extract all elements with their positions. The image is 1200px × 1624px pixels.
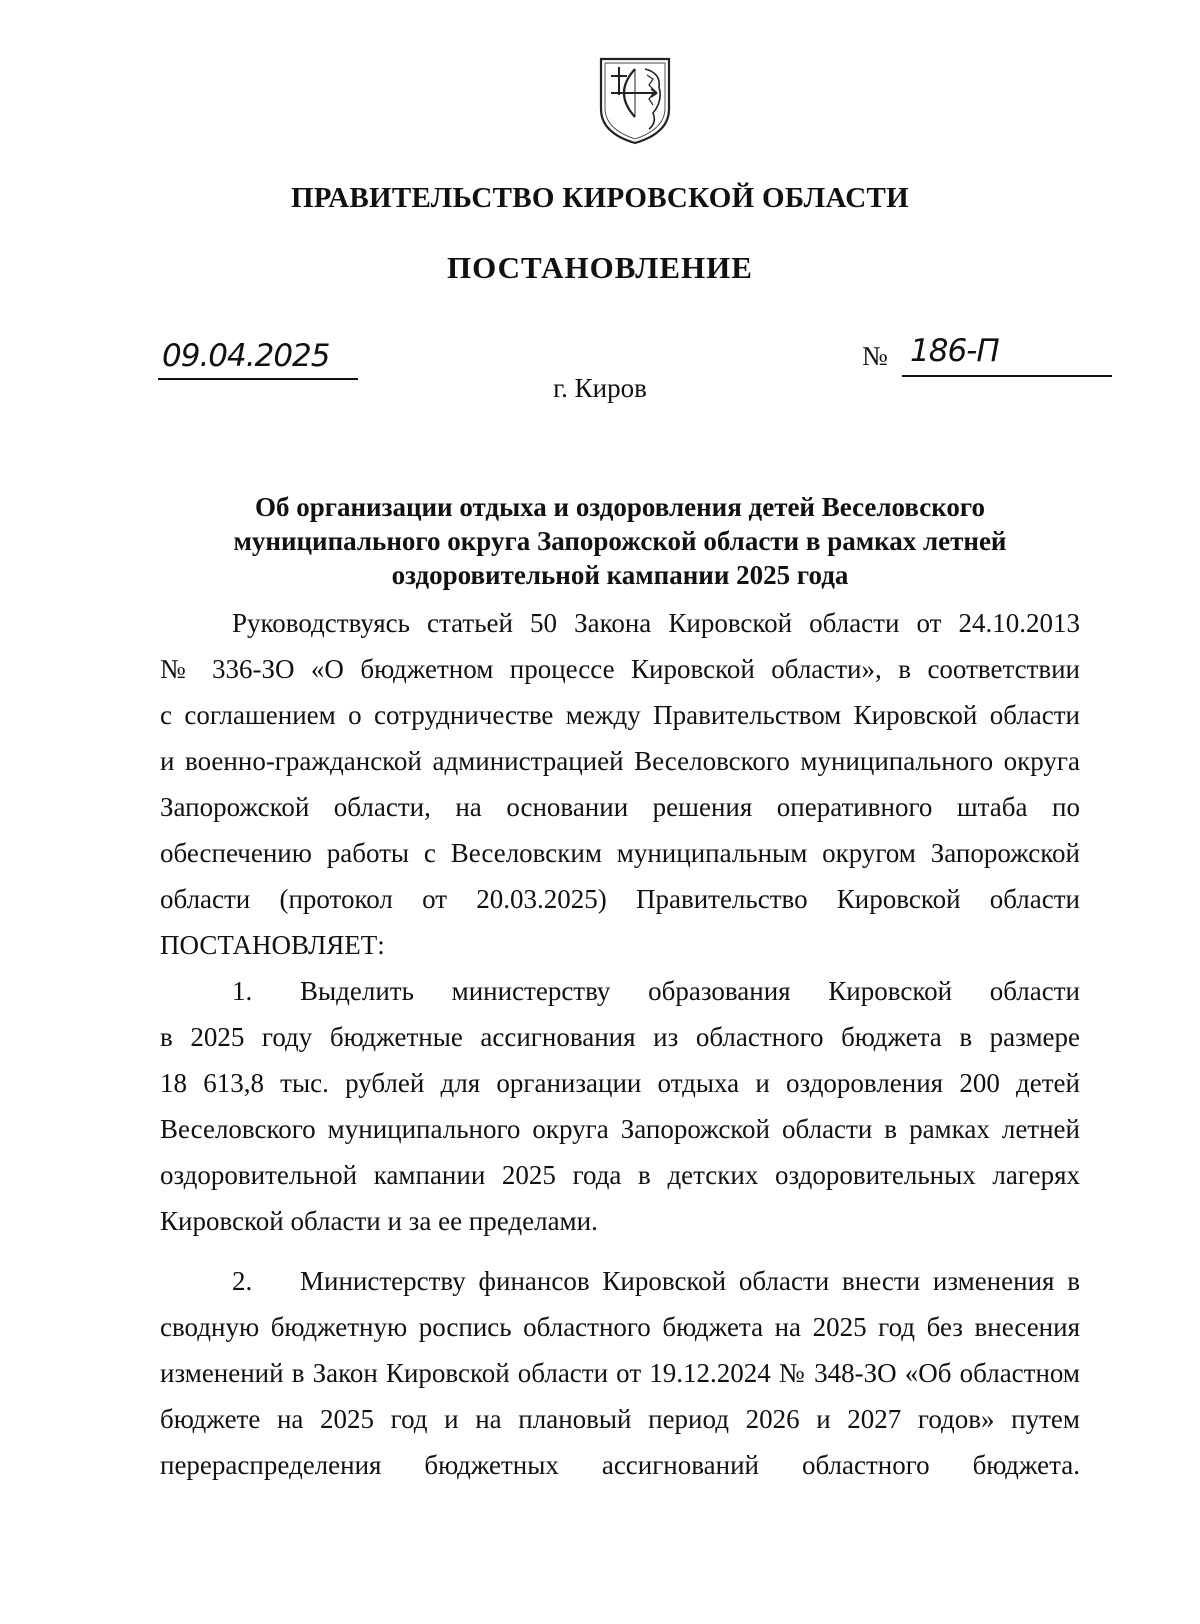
list-item-line: 18 613,8 тыс. рублей для организации отдыха и оздоровления 200 детей — [160, 1068, 1080, 1098]
preamble-line: Запорожской области, на основании решения оперативного штаба по — [160, 792, 1080, 822]
list-item — [160, 1258, 1080, 1488]
list-item-line: Веселовского муниципального округа Запорожской области в рамках летней — [160, 1114, 1080, 1144]
list-item-first-line — [160, 1258, 1080, 1304]
list-item-line: сводную бюджетную роспись областного бюджета на 2025 год без внесения — [160, 1312, 1080, 1342]
document-title — [160, 490, 1080, 592]
preamble-line: области (протокол от 20.03.2025) Правительство Кировской области — [160, 884, 1080, 914]
number-sign: № — [862, 341, 888, 371]
preamble-line: обеспечению работы с Веселовским муниципальным округом Запорожской — [160, 838, 1080, 868]
list-item-text: Министерству финансов Кировской области внести изменения в — [300, 1266, 1080, 1296]
organization-name: ПРАВИТЕЛЬСТВО КИРОВСКОЙ ОБЛАСТИ — [290, 182, 910, 214]
title-line: муниципального округа Запорожской области в рамках летней — [233, 526, 1007, 556]
preamble — [160, 600, 1080, 968]
document-number: 186-П — [910, 333, 999, 369]
list-item-line: оздоровительной кампании 2025 года в детских оздоровительных лагерях — [160, 1160, 1080, 1190]
document-number-line — [902, 333, 1112, 377]
preamble-line: и военно-гражданской администрацией Веселовского муниципального округа — [160, 746, 1080, 776]
list-item-number: 2. — [232, 1266, 253, 1296]
document-date: 09.04.2025 — [162, 338, 330, 374]
preamble-line: № 336-ЗО «О бюджетном процессе Кировской области», в соответствии — [160, 654, 1080, 684]
list-item-first-line — [160, 968, 1080, 1014]
list-item-line: в 2025 году бюджетные ассигнования из областного бюджета в размере — [160, 1022, 1080, 1052]
preamble-line: Руководствуясь статьей 50 Закона Кировской области от 24.10.2013 — [232, 608, 1080, 638]
document-number-field — [862, 333, 1112, 377]
spacer — [160, 1244, 1080, 1258]
list-item-line: бюджете на 2025 год и на плановый период 2026 и 2027 годов» путем — [160, 1404, 1080, 1434]
document-body — [160, 600, 1080, 1488]
list-item-line: Кировской области и за ее пределами. — [160, 1206, 598, 1236]
list-item-line: перераспределения бюджетных ассигнований областного бюджета. — [160, 1450, 1080, 1480]
title-line: оздоровительной кампании 2025 года — [391, 560, 849, 590]
preamble-line: ПОСТАНОВЛЯЕТ: — [160, 930, 385, 960]
preamble-line: с соглашением о сотрудничестве между Правительством Кировской области — [160, 700, 1080, 730]
title-line: Об организации отдыха и оздоровления детей Веселовского — [254, 492, 986, 522]
list-item — [160, 968, 1080, 1244]
list-item-text: Выделить министерству образования Кировской области — [300, 976, 1080, 1006]
document-city: г. Киров — [553, 373, 647, 403]
document-type: ПОСТАНОВЛЕНИЕ — [447, 250, 753, 285]
kirov-region-coat-of-arms-icon — [595, 55, 675, 147]
list-item-line: изменений в Закон Кировской области от 19.12.2024 № 348-ЗО «Об областном — [160, 1358, 1080, 1388]
list-item-number: 1. — [232, 976, 253, 1006]
